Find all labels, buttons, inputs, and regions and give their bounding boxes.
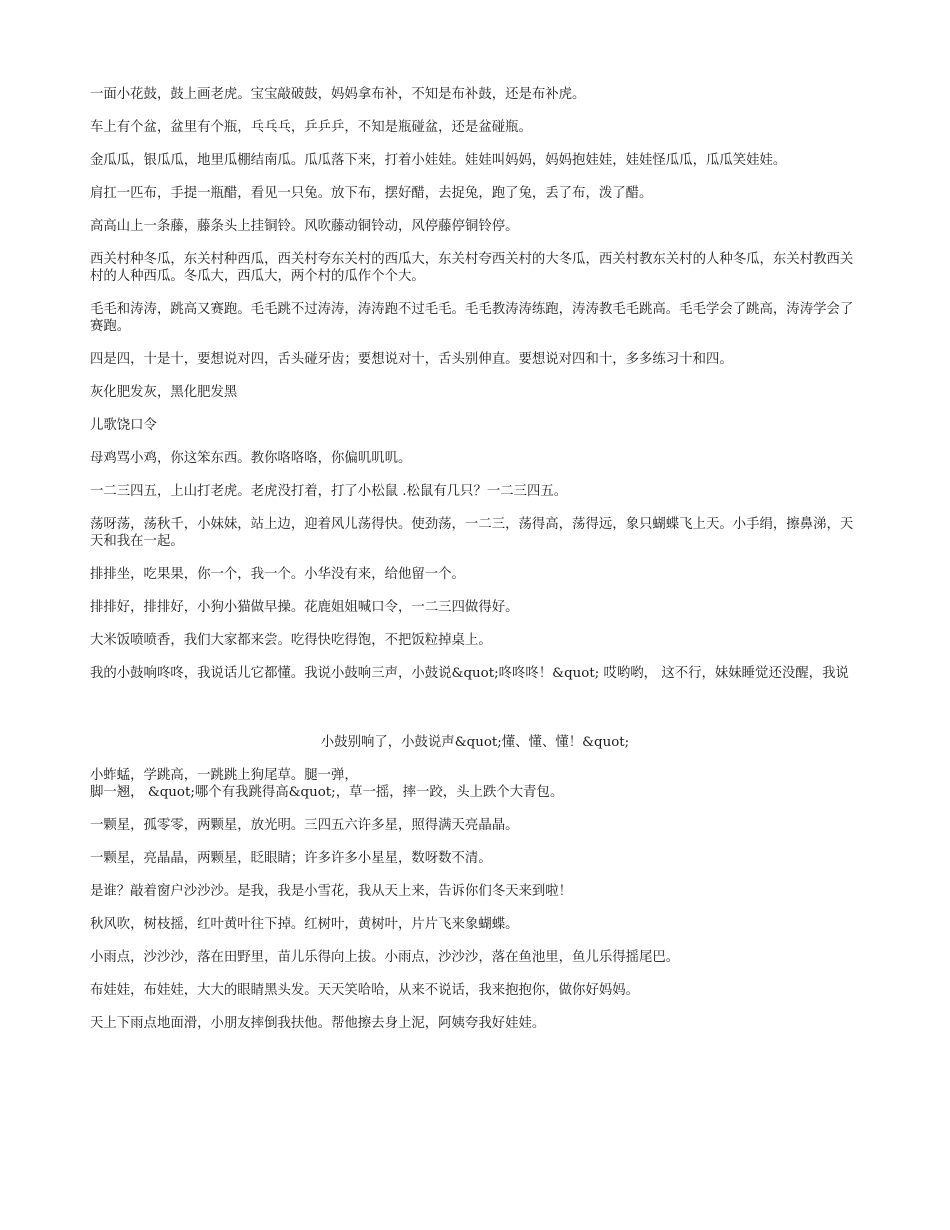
paragraph-melons: 金瓜瓜，银瓜瓜，地里瓜棚结南瓜。瓜瓜落下来，打着小娃娃。娃娃叫妈妈，妈妈抱娃娃，娃娃怪瓜瓜，瓜瓜笑娃娃。	[90, 153, 787, 168]
paragraph-drum-centered: 小鼓别响了，小鼓说声&quot;懂、懂、懂！&quot;	[320, 735, 630, 750]
paragraph-twinkle-star: 一颗星，亮晶晶，两颗星，眨眼睛；许多许多小星星，数呀数不清。	[90, 851, 492, 866]
paragraph-maomao-taotao: 毛毛和涛涛，跳高又赛跑。毛毛跳不过涛涛，涛涛跑不过毛毛。毛毛教涛涛练跑，涛涛教毛毛跳高。毛毛学会了跳高，涛涛学会了赛跑。	[90, 302, 854, 334]
section-heading: 儿歌饶口令	[90, 418, 157, 433]
paragraph-hen-chick: 母鸡骂小鸡，你这笨东西。教你咯咯咯，你偏叽叽叽。	[90, 451, 412, 466]
paragraph-rice: 大米饭喷喷香，我们大家都来尝。吃得快吃得饱，不把饭粒掉桌上。	[90, 633, 492, 648]
paragraph-villages: 西关村种冬瓜，东关村种西瓜，西关村夸东关村的西瓜大，东关村夸西关村的大冬瓜，西关村教东关村的人种冬瓜，东关村教西关村的人种西瓜。冬瓜大，西瓜大，两个村的瓜作个个大。	[90, 252, 854, 284]
paragraph-grasshopper	[90, 767, 860, 801]
paragraph-basin-bottle: 车上有个盆，盆里有个瓶，乓乓乓，乒乒乒，不知是瓶碰盆，还是盆碰瓶。	[90, 120, 532, 135]
paragraph-raindrops: 小雨点，沙沙沙，落在田野里，苗儿乐得向上拔。小雨点，沙沙沙，落在鱼池里，鱼儿乐得摇尾巴。	[90, 950, 680, 965]
paragraph-vine-bell: 高高山上一条藤，藤条头上挂铜铃。风吹藤动铜铃动，风停藤停铜铃停。	[90, 219, 519, 234]
paragraph-cloth-vinegar: 肩扛一匹布，手提一瓶醋，看见一只兔。放下布，摆好醋，去捉兔，跑了兔，丢了布，泼了醋。	[90, 186, 653, 201]
paragraph-swing: 荡呀荡，荡秋千，小妹妹，站上边，迎着风儿荡得快。使劲荡，一二三，荡得高，荡得远，象只蝴蝶飞上天。小手绢，擦鼻涕，天天和我在一起。	[90, 517, 854, 549]
paragraph-one-two-three: 一二三四五，上山打老虎。老虎没打着，打了小松鼠 .松鼠有几只？一二三四五。	[90, 484, 568, 499]
paragraph-snowflake: 是谁？敲着窗户沙沙沙。是我，我是小雪花，我从天上来，告诉你们冬天来到啦！	[90, 884, 573, 899]
paragraph-fertilizer: 灰化肥发灰，黑化肥发黑	[90, 385, 238, 400]
paragraph-one-star: 一颗星，孤零零，两颗星，放光明。三四五六许多星，照得满天亮晶晶。	[90, 818, 519, 833]
paragraph-slippery-ground: 天上下雨点地面滑，小朋友摔倒我扶他。帮他擦去身上泥，阿姨夸我好娃娃。	[90, 1016, 546, 1031]
grasshopper-line-1: 小蚱蜢，学跳高，一跳跳上狗尾草。腿一弹， 脚一翘， &quot;哪个有我跳得高&quot;，草一摇，摔一跤，头上跌个大青包。	[90, 768, 564, 800]
paragraph-flower-drum: 一面小花鼓，鼓上画老虎。宝宝敲破鼓，妈妈拿布补，不知是布补鼓，还是布补虎。	[90, 87, 586, 102]
paragraph-four-ten: 四是四，十是十，要想说对四，舌头碰牙齿；要想说对十，舌头别伸直。要想说对四和十，多多练习十和四。	[90, 352, 733, 367]
paragraph-sit-in-row: 排排坐，吃果果，你一个，我一个。小华没有来，给他留一个。	[90, 567, 465, 582]
paragraph-doll: 布娃娃，布娃娃，大大的眼睛黑头发。天天笑哈哈，从来不说话，我来抱抱你，做你好妈妈。	[90, 983, 640, 998]
paragraph-small-drum: 我的小鼓响咚咚，我说话儿它都懂。我说小鼓响三声，小鼓说&quot;咚咚咚！&quot; 哎哟哟， 这不行，妹妹睡觉还没醒，我说	[90, 666, 849, 681]
paragraph-autumn-wind: 秋风吹，树枝摇，红叶黄叶往下掉。红树叶，黄树叶，片片飞来象蝴蝶。	[90, 917, 519, 932]
document-page	[90, 86, 860, 1048]
paragraph-morning-exercise: 排排好，排排好，小狗小猫做早操。花鹿姐姐喊口令，一二三四做得好。	[90, 600, 519, 615]
